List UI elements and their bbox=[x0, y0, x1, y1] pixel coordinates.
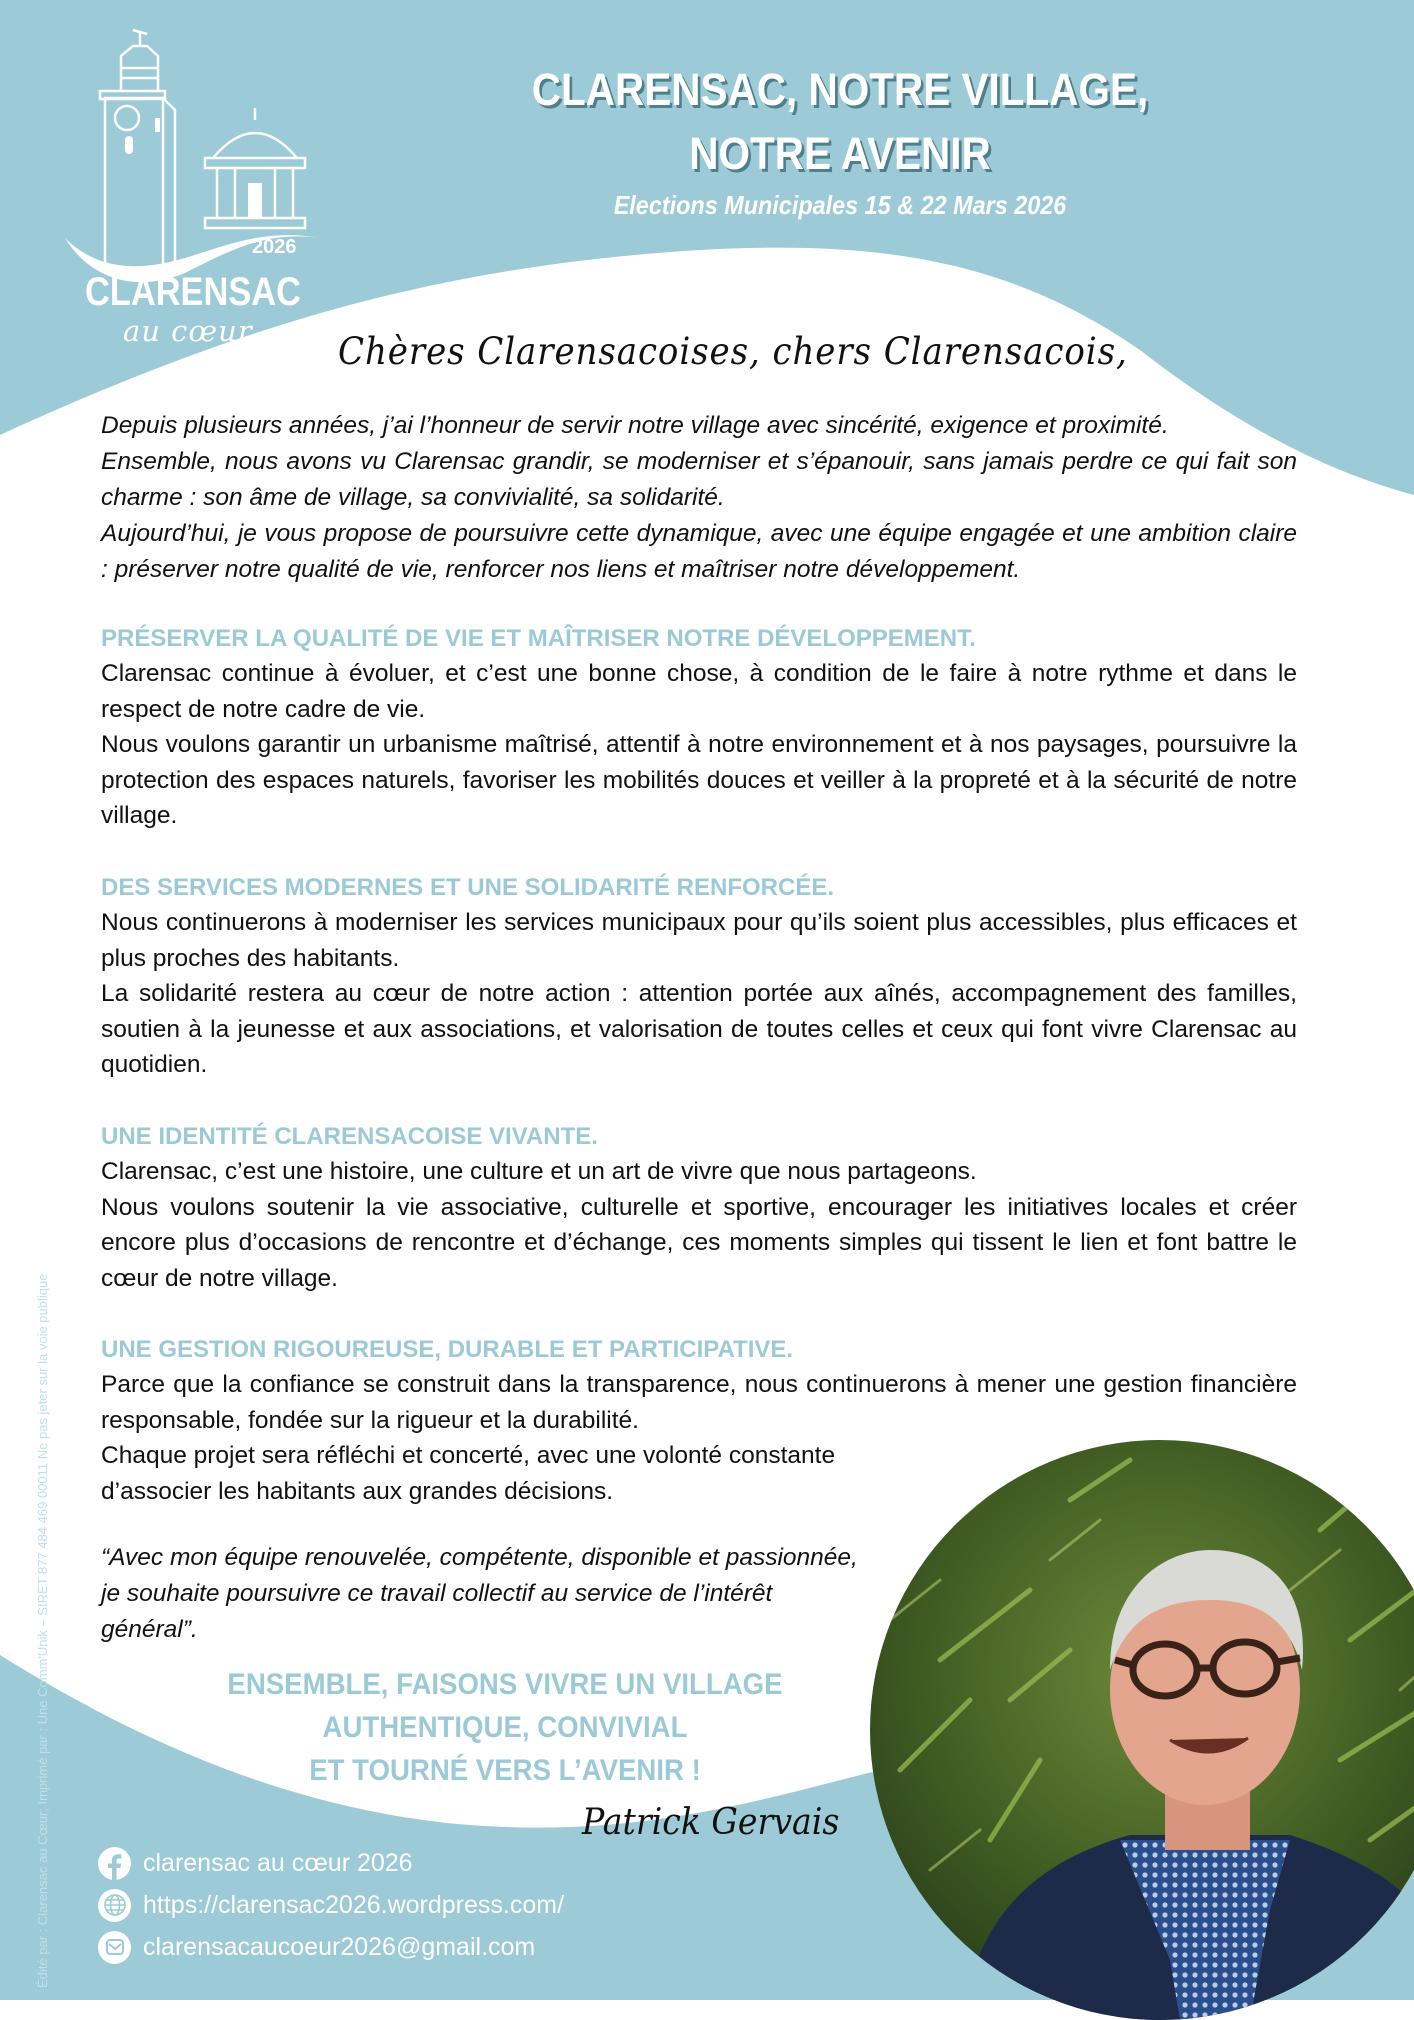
section-quality-of-life bbox=[101, 622, 1297, 834]
intro-paragraph: Depuis plusieurs années, j’ai l’honneur de servir notre village avec sincérité, exigence et proximité. bbox=[101, 412, 1169, 439]
intro-text bbox=[101, 408, 1297, 588]
section-paragraph: Nous voulons soutenir la vie associative, culturelle et sportive, encourager les initiatives locales et créer encore plus d’occasions de rencontre et d’échange, ces moments simples qui tissent le lien et font battre le cœur de notre village. bbox=[101, 1193, 1297, 1292]
slogan-line: ENSEMBLE, FAISONS VIVRE UN VILLAGE bbox=[227, 1668, 783, 1701]
section-paragraph: Chaque projet sera réfléchi et concerté, avec une volonté constante d’associer les habitants aux grandes décisions. bbox=[101, 1442, 836, 1505]
section-paragraph: La solidarité restera au cœur de notre action : attention portée aux aînés, accompagnement des familles, soutien à la jeunesse et aux associations, et valorisation de toutes celles et ceux qui font vivre Clarensac au quotidien. bbox=[101, 980, 1297, 1078]
logo-name: CLARENSAC bbox=[85, 270, 301, 314]
signature: Patrick Gervais bbox=[582, 1802, 840, 1843]
contact-facebook[interactable] bbox=[98, 1842, 564, 1884]
quote-line: général”. bbox=[101, 1616, 198, 1643]
quote-line: “Avec mon équipe renouvelée, compétente, disponible et passionnée, bbox=[101, 1544, 858, 1571]
page-title-line-1: CLARENSAC, NOTRE VILLAGE, bbox=[531, 64, 1149, 115]
section-paragraph: Clarensac, c’est une histoire, une culture et un art de vivre que nous partageons. bbox=[101, 1158, 977, 1185]
logo bbox=[55, 18, 335, 348]
legal-notice bbox=[0, 0, 60, 2000]
logo-tagline: au cœur bbox=[123, 314, 253, 348]
logo-year: 2026 bbox=[252, 236, 297, 258]
contact-text[interactable]: clarensacaucoeur2026@gmail.com bbox=[143, 1932, 536, 1961]
election-dates: Elections Municipales 15 & 22 Mars 2026 bbox=[613, 190, 1067, 220]
quote-line: je souhaite poursuivre ce travail collectif au service de l’intérêt bbox=[101, 1580, 773, 1607]
section-paragraph: Clarensac continue à évoluer, et c’est une bonne chose, à condition de le faire à notre rythme et dans le respect de notre cadre de vie. bbox=[101, 660, 1297, 723]
contact-text[interactable]: clarensac au cœur 2026 bbox=[143, 1848, 413, 1877]
legal-notice-text: Édité par : Clarensac au Cœur; Imprimé par : Une Comm'Unik – SIRET 877 484 469 00011 Ne pas jeter sur la voie publique bbox=[35, 1273, 50, 1988]
slogan-line: AUTHENTIQUE, CONVIVIAL bbox=[322, 1711, 688, 1744]
section-heading: UNE IDENTITÉ CLARENSACOISE VIVANTE. bbox=[101, 1123, 598, 1150]
slogan-line: ET TOURNÉ VERS L’AVENIR ! bbox=[309, 1754, 701, 1787]
greeting: Chères Clarensacoises, chers Clarensacois, bbox=[338, 330, 1128, 373]
contact-email[interactable] bbox=[98, 1926, 564, 1968]
contact-list bbox=[98, 1842, 564, 1968]
page-title-line-2: NOTRE AVENIR bbox=[689, 128, 991, 179]
section-heading: PRÉSERVER LA QUALITÉ DE VIE ET MAÎTRISER NOTRE DÉVELOPPEMENT. bbox=[101, 625, 976, 652]
section-heading: UNE GESTION RIGOUREUSE, DURABLE ET PARTICIPATIVE. bbox=[101, 1336, 794, 1363]
section-paragraph: Nous continuerons à moderniser les services municipaux pour qu’ils soient plus accessibles, plus efficaces et plus proches des habitants. bbox=[101, 909, 1297, 972]
contact-website[interactable] bbox=[98, 1884, 564, 1926]
section-heading: DES SERVICES MODERNES ET UNE SOLIDARITÉ RENFORCÉE. bbox=[101, 874, 834, 901]
intro-paragraph: Aujourd’hui, je vous propose de poursuivre cette dynamique, avec une équipe engagée et une ambition claire : préserver notre qualité de vie, renforcer nos liens et maîtriser notre développement. bbox=[101, 520, 1297, 583]
intro-paragraph: Ensemble, nous avons vu Clarensac grandir, se moderniser et s’épanouir, sans jamais perdre ce qui fait son charme : son âme de village, sa convivialité, sa solidarité. bbox=[101, 448, 1297, 511]
globe-icon bbox=[98, 1889, 131, 1922]
section-identity bbox=[101, 1120, 1297, 1296]
slogan bbox=[150, 1663, 860, 1792]
section-paragraph: Parce que la confiance se construit dans la transparence, nous continuerons à mener une gestion financière responsable, fondée sur la rigueur et la durabilité. bbox=[101, 1371, 1297, 1434]
facebook-icon bbox=[98, 1847, 131, 1880]
section-services-solidarity bbox=[101, 871, 1297, 1083]
candidate-quote bbox=[101, 1540, 901, 1648]
contact-text[interactable]: https://clarensac2026.wordpress.com/ bbox=[143, 1890, 565, 1919]
section-paragraph: Nous voulons garantir un urbanisme maîtrisé, attentif à notre environnement et à nos paysages, poursuivre la protection des espaces naturels, favoriser les mobilités douces et veiller à la propreté et à la sécurité de notre village. bbox=[101, 731, 1297, 829]
header bbox=[440, 58, 1240, 221]
mail-icon bbox=[98, 1931, 131, 1964]
